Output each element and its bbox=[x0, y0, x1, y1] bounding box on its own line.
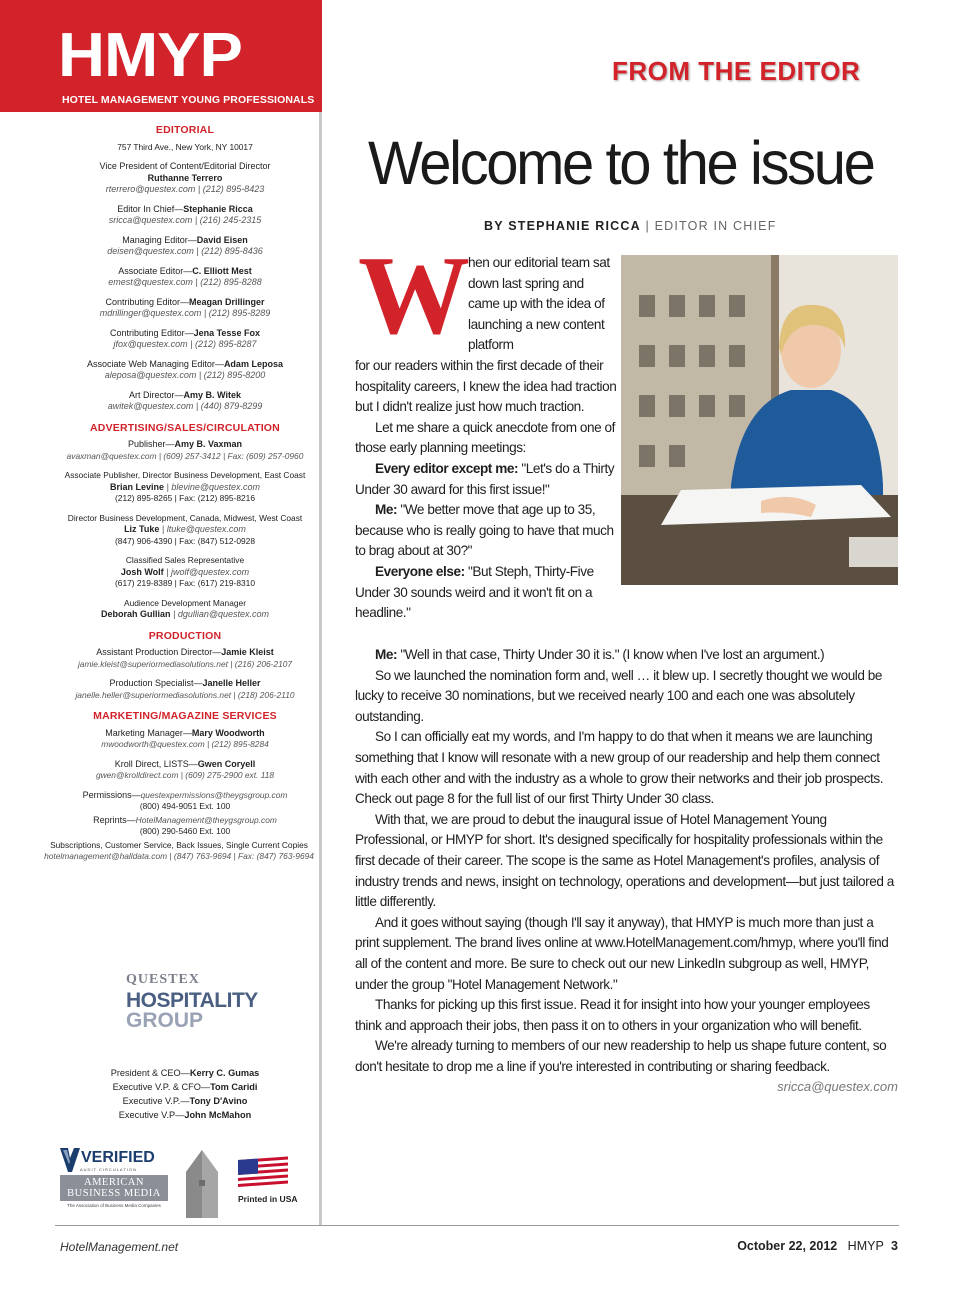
staff-entry: Publisher—Amy B. Vaxman avaxman@questex.com | (609) 257-3412 | Fax: (609) 257-0960 bbox=[66, 439, 304, 461]
staff-entry: Art Director—Amy B. Witek awitek@questex.com | (440) 879-8299 bbox=[107, 389, 263, 411]
brand-banner bbox=[0, 0, 322, 112]
staff-entry: Associate Publisher, Director Business Development, East Coast Brian Levine | blevine@questex.com (212) 895-8265 | Fax: (212) 895-8216 bbox=[64, 470, 306, 503]
hmyp-logo: HMYP bbox=[58, 21, 242, 90]
brand-tagline: HOTEL MANAGEMENT YOUNG PROFESSIONALS bbox=[62, 94, 315, 106]
staff-entry: Associate Web Managing Editor—Adam Leposa aleposa@questex.com | (212) 895-8200 bbox=[87, 358, 283, 380]
article-title: Welcome to the issue bbox=[368, 129, 874, 197]
staff-entry: Vice President of Content/Editorial Director Ruthanne Terrero rterrero@questex.com | (212) 895-8423 bbox=[99, 161, 271, 194]
exec-entry: President & CEO—Kerry C. Gumas bbox=[110, 1068, 260, 1078]
article-intro: hen our editorial team sat down last spring and came up with the idea of launching a new content platform bbox=[468, 255, 610, 353]
staff-entry: Marketing Manager—Mary Woodworth mwoodworth@questex.com | (212) 895-8284 bbox=[101, 727, 269, 749]
staff-entry: Reprints—HotelManagement@theygsgroup.com (800) 290-5460 Ext. 100 bbox=[93, 814, 277, 836]
staff-list bbox=[40, 125, 330, 871]
staff-entry: Assistant Production Director—Jamie Kleist jamie.kleist@superiormediasolutions.net | (216) 206-2107 bbox=[77, 647, 293, 669]
section-label: FROM THE EDITOR bbox=[612, 56, 861, 86]
production-heading: PRODUCTION bbox=[148, 629, 222, 642]
staff-entry: Subscriptions, Customer Service, Back Issues, Single Current Copies hotelmanagement@halldata.com | (847) 763-9694 | Fax: (847) 763-9694 bbox=[44, 839, 314, 861]
exec-entry: Executive V.P—John McMahon bbox=[118, 1110, 252, 1120]
advertising-heading: ADVERTISING/SALES/CIRCULATION bbox=[90, 421, 280, 434]
verified-abm-logo: VERIFIED AUDIT CIRCULATION AMERICAN BUSINESS MEDIA The Association of Business Media Companies bbox=[60, 1148, 168, 1208]
page-number: 3 bbox=[891, 1239, 898, 1253]
drop-cap: W bbox=[358, 234, 470, 358]
staff-entry: Production Specialist—Janelle Heller janelle.heller@superiormediasolutions.net | (218) 206-2110 bbox=[75, 678, 295, 700]
us-flag-icon bbox=[238, 1156, 288, 1190]
editorial-address: 757 Third Ave., New York, NY 10017 bbox=[117, 141, 253, 152]
executives-list bbox=[60, 1066, 310, 1122]
staff-entry: Editor In Chief—Stephanie Ricca sricca@questex.com | (216) 245-2315 bbox=[108, 203, 262, 225]
staff-entry: Contributing Editor—Jena Tesse Fox jfox@questex.com | (212) 895-8287 bbox=[110, 327, 260, 349]
verified-check-icon bbox=[60, 1148, 80, 1172]
building-icon bbox=[186, 1150, 218, 1218]
publication-name: HMYP bbox=[847, 1239, 884, 1253]
questex-logo: QUESTEX HOSPITALITY GROUP bbox=[126, 972, 258, 1032]
printed-in-usa: Printed in USA bbox=[238, 1194, 298, 1204]
article-body-narrow: for our readers within the first decade of their hospitality careers, I knew the idea had traction but I didn't realize just how much traction. Let me share a quick anecdote from one of those early planning meetings: Every editor except me: "Let's do a Thirty Under 30 award for this first issue!" Me: "We better move that age up to 35, because who is really going to have that much to brag about at 30?" Everyone else: "But Steph, Thirty-Five Under 30 sounds weird and it won't fit on a headline." bbox=[355, 358, 617, 621]
staff-entry: Audience Development Manager Deborah Gullian | dgullian@questex.com bbox=[100, 597, 270, 619]
exec-entry: Executive V.P.—Tony D'Avino bbox=[122, 1096, 248, 1106]
marketing-heading: MARKETING/MAGAZINE SERVICES bbox=[93, 710, 277, 722]
editor-photo bbox=[621, 255, 898, 585]
staff-entry: Director Business Development, Canada, Midwest, West Coast Liz Tuke | ltuke@questex.com (847) 906-4390 | Fax: (847) 512-0928 bbox=[67, 512, 303, 546]
staff-entry: Kroll Direct, LISTS—Gwen Coryell gwen@krolldirect.com | (609) 275-2900 ext. 118 bbox=[95, 758, 275, 780]
exec-entry: Executive V.P. & CFO—Tom Caridi bbox=[112, 1082, 258, 1092]
byline: BY STEPHANIE RICCA | EDITOR IN CHIEF bbox=[484, 219, 777, 233]
staff-entry: Contributing Editor—Meagan Drillinger mdrillinger@questex.com | (212) 895-8289 bbox=[99, 296, 271, 318]
staff-entry: Associate Editor—C. Elliott Mest emest@questex.com | (212) 895-8288 bbox=[108, 265, 262, 287]
issue-date: October 22, 2012 bbox=[737, 1239, 838, 1253]
footer-rule bbox=[55, 1225, 899, 1226]
editor-portrait-illustration bbox=[621, 255, 898, 585]
staff-entry: Classified Sales Representative Josh Wolf | jwolf@questex.com (617) 219-8389 | Fax: (617) 219-8310 bbox=[115, 555, 255, 588]
staff-entry: Managing Editor—David Eisen deisen@questex.com | (212) 895-8436 bbox=[107, 234, 263, 256]
footer-site: HotelManagement.net bbox=[60, 1240, 179, 1254]
masthead-sidebar bbox=[0, 0, 322, 1225]
membership-badges bbox=[56, 1148, 306, 1218]
author-email: sricca@questex.com bbox=[777, 1079, 898, 1094]
article-body: Me: "Well in that case, Thirty Under 30 it is." (I know when I've lost an argument.) So we launched the nomination form and, well … it blew up. I secretly thought we would be lucky to receive 30 nominations, but we received nearly 100 and each one was absolutely outstanding. So I can officially eat my words, and I'm happy to do that when it means we are launching something that I know will resonate with a new group of our readership and help them connect with each other and with the industry as a whole to grow their networks and their job prospects. Check out page 8 for the full list of our first Thirty Under 30 class. With that, we are proud to debut the inaugural issue of Hotel Management Young Professional, or HMYP for short. It's designed specifically for hospitality professionals within the first decade of their career. The scope is the same as Hotel Management's profiles, analysis of industry trends and news, insight on technology, operations and development—but just tailored a little differently. And it goes without saying (though I'll say it anyway), that HMYP is much more than just a print supplement. The brand lives online at www.HotelManagement.com/hmyp, where you'll find all of the content and more. Be sure to check out our new LinkedIn subgroup as well, HMYP, under the group "Hotel Management Network." Thanks for picking up this first issue. Read it for insight into how your younger employees think and approach their jobs, then pass it on to others in your organization who will benefit. We're already turning to members of our new readership to help us shape future content, so don't hesitate to drop me a line if you're interested in contributing or sharing feedback. bbox=[355, 647, 894, 1074]
editorial-heading: EDITORIAL bbox=[155, 124, 215, 136]
staff-entry: Permissions—questexpermissions@theygsgroup.com (800) 494-9051 Ext. 100 bbox=[82, 789, 288, 811]
footer-folio bbox=[737, 1239, 898, 1253]
